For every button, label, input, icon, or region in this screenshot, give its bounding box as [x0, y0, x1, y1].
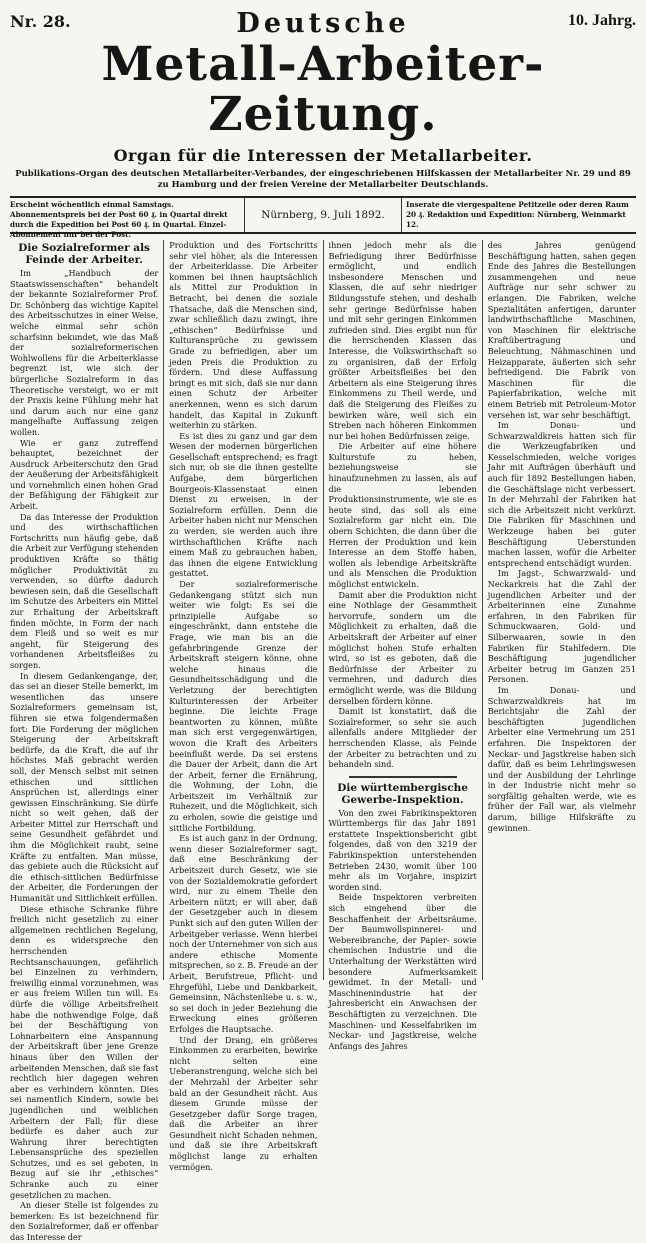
volume-number: 10. Jahrg.: [568, 12, 636, 29]
column-2: [164, 240, 323, 1172]
article-paragraph: Und der Drang, ein größeres Einkommen zu erarbeiten, bewirke nicht selten eine Ueberanstrengung, welche sich bei der Mehrzahl der Arbeiter sehr bald an der Gesundheit rächt. Aus diesem Grunde müsse der Gesetzgeber dafür Sorge tragen, daß die Arbeiter an ihrer Gesundheit nicht Schaden nehmen, und daß sie ihre Arbeitskraft möglichst lange zu erhalten vermögen.: [169, 1034, 318, 1172]
article-paragraph: In diesem Gedankengange, der, das sei an dieser Stelle bemerkt, im wesentlichen das unsere Sozialreformers gemeinsam ist, führen sie etwa folgendermaßen fort: Die Forderung der möglichen Steigerung der Arbeitskraft bedürfe, da die Kraft, die auf ihr höchstes Maß gebracht werden soll, der Mensch selbst mit seinen ethischen und sittlichen Ansprüchen ist, allerdings einer gewissen Einschränkung. Sie dürfe nicht so weit gehen, daß der Arbeiter Mittel zur Herrschaft und seine Gesundheit gefährdet und ihm die Möglichkeit raubt, seine Kräfte zu entfalten. Man müsse, das gebiete auch die Rücksicht auf die ethisch-sittlichen Bedürfnisse der Arbeiter, die Forderungen der Humanität und Sittlichkeit erfüllen.: [10, 670, 159, 904]
dateline: Nürnberg, 9. Juli 1892.: [245, 198, 402, 232]
article-paragraph: Es ist auch ganz in der Ordnung, wenn dieser Sozialreformer sagt, daß eine Beschränkung der Arbeitszeit durch Gesetz, wie sie von der Sozialdemokratie gefordert wird, nur zu einem Theile den Arbeitern nützt; er will aber, daß der Gesetzgeber auch in diesem Punkt sich auf den guten Willen der Arbeitgeber verlasse. Wenn hierbei noch der Unternehmer von sich aus andere ethische Momente mitsprechen, so z. B. Freude an der Arbeit, Berufstreue, Pflicht- und Ehrgefühl, Liebe und Dankbarkeit, Gemeinsinn, Nächstenliebe u. s. w., so sei doch in jeder Beziehung die Erweckung eines größeren Erfolges die Hauptsache.: [169, 833, 318, 1034]
article-paragraph: Im Jagst-, Schwarzwald- und Neckarkreis hat die Zahl der jugendlichen Arbeiter und der Arbeiterinnen eine Zunahme erfahren, in den Fabriken für Schmuckwaaren, Gold- und Silberwaaren, sowie in den Fabriken für Stahlfedern. Die Beschäftigung jugendlicher Arbeiter betrug im Ganzen 251 Personen.: [487, 568, 636, 685]
article-paragraph: ihnen jedoch mehr als die Befriedigung ihrer Bedürfnisse ermöglicht, und endlich insbesondere Menschen und Klassen, die auf sehr niedriger Bildungsstufe stehen, und deshalb sehr geringe Bedürfnisse haben und mit sehr geringen Einkommen zufrieden sind. Dies ergibt nun für die herrschenden Klassen das Interesse, die Volkswirthschaft so zu organisiren, daß der Erfolg größter Arbeitsfleißes bei den Arbeitern als eine Steigerung ihres Einkommens zu Theil werde, und daß die Steigerung des Fleißes zu bewirken wäre, weil sich ein Streben nach höheren Einkommen nur bei hohen Bedürfnissen zeige.: [328, 240, 477, 441]
article-paragraph: des Jahres genügend Beschäftigung hatten, sahen gegen Ende des Jahres die Bestellungen zusammengehen und neue Aufträge nur sehr schwer zu erlangen. Die Fabriken, welche Spezialitäten anfertigen, darunter landwirthschaftliche Maschinen, von Maschinen für elektrische Kraftübertragung und Beleuchtung, Nähmaschinen und Heizapparate, äußerten sich sehr befriedigend. Die Fabrik von Maschinen für die Papierfabrikation, welche mit einem Betrieb mit Petroleum-Motor versehen ist, war sehr beschäftigt.: [487, 240, 636, 420]
article-paragraph: Produktion und des Fortschritts sehr viel höher, als die Interessen der Arbeiterklasse. Die Arbeiter kommen bei ihnen hauptsächlich als Mittel zur Produktion in Betracht, bei denen die soziale Thatsache, daß die Menschen sind, zwar schließlich dazu zwingt, ihre „ethischen“ Bedürfnisse und Kulturansprüche zu gewissem Grade zu befriedigen, aber um jeden Preis die Produktion zu fördern. Und diese Auffassung bringt es mit sich, daß sie nur dann einen Schutz der Arbeiter anerkennen, wenn es sich darum handelt, das Kapital in Zukunft weiterhin zu stärken.: [169, 240, 318, 431]
article-paragraph: Im „Handbuch der Staatswissenschaften“ behandelt der bekannte Sozialreformer Prof. Dr. Schönberg das wichtige Kapitel des Arbeitsschutzes in einer Weise, welche einmal sehr schön scharfsinn bekundet, wie das Maß der sozialreformerischen Wohlwollens für die Arbeiterklasse begrenzt ist, wie sich der bürgerliche Sozialreform in das Theoretische versteigt, wo er mit der Praxis keine Fühlung mehr hat und darum auch nur eine ganz mangelhafte Auffassung zeigen wollen.: [10, 268, 159, 437]
article-paragraph: Damit aber die Produktion nicht eine Nothlage der Gesammtheit hervorrufe, sondern um die Möglichkeit zu erhalten, daß die Arbeitskraft der Arbeiter auf einer möglichst hohen Stufe erhalten wird, so ist es geboten, daß die Bedürfnisse der Arbeiter zu vermehren, und dadurch dies ermöglicht werde, was die Bildung derselben fördern könne.: [328, 589, 477, 706]
newspaper-page: [10, 8, 636, 1243]
article-paragraph: Im Donau- und Schwarzwaldkreis hat im Berichtsjahr die Zahl der beschäftigten jugendlichen Arbeiter eine Vermehrung um 251 erfahren. Die Inspektoren der Neckar- und Jagstkreise haben sich dafür, daß es beim Lehrlingswesen und der Ausbildung der Lehrlinge in der Industrie nicht mehr so sorgfältig gehalten werde, wie es früher der Fall war, als vielmehr darum, billige Hilfskräfte zu gewinnen.: [487, 684, 636, 833]
masthead-title: Metall-Arbeiter-Zeitung.: [101, 37, 545, 142]
issue-number: Nr. 28.: [10, 12, 71, 31]
masthead-subtitle: Organ für die Interessen der Metallarbeiter.: [113, 146, 533, 165]
publication-note: Publikations-Organ des deutschen Metallarbeiter-Verbandes, der eingeschriebenen Hilfskassen der Metallarbeiter Nr. 29 und 89 zu Hamburg und der freien Vereine der Metallarbeiter Deutschlands.: [15, 169, 631, 190]
article-headline: Die württembergische Gewerbe-Inspektion.: [337, 781, 468, 806]
column-1: [10, 240, 164, 1243]
masthead-kicker: Deutsche: [236, 8, 410, 39]
article-paragraph: Im Donau- und Schwarzwaldkreis hatten sich für die Werkzeugfabriken und Kesselschmieden, welche voriges Jahr mit Aufträgen überhäuft und auch für 1892 Bestellungen haben, die Geschäftslage nicht verbessert. In der Mehrzahl der Fabriken hat sich die Arbeitszeit nicht verkürzt. Die Fabriken für Maschinen und Werkzeuge haben bei guter Beschäftigung Ueberstunden machen lassen, wofür die Arbeiter entsprechend entschädigt wurden.: [487, 420, 636, 568]
article-paragraph: Der sozialreformerische Gedankengang stützt sich nun weiter wie folgt: Es sei die prinzipielle Aufgabe so eingeschränkt, dann entstehe die Frage, wie man bis an die gefahrbringende Grenze der Arbeitskraft steigern könne, ohne welche hinaus die Gesundheitsschädigung und die Verletzung der berechtigten Kulturinteressen der Arbeiter beginne. Die leichte Frage beantworten zu können, müßte man sich erst vergegenwärtigen, wovon die Kraft des Arbeiters beeinflußt werde. Da sei erstens die Dauer der Arbeit, dann die Art der Arbeit, ferner die Ernährung, die Wohnung, der Lohn, die Arbeitszeit im Verhältniß zur Ruhezeit, und die Möglichkeit, sich zu erholen, sowie die geistige und sittliche Fortbildung.: [169, 579, 318, 833]
article-paragraph: Die Arbeiter auf eine höhere Kulturstufe zu heben, beziehungsweise sie hinaufzunehmen zu lassen, als auf die lebenden Produktionsinstrumente, wie sie es heute sind, das soll als eine Sozialreform gar nicht ein. Die obern Schichten, die dann über die Herren der Produktion und kein Interesse an dem Stoffe haben, wollen als lebendige Arbeitskräfte und als Menschen die Produktion möglichst entwickeln.: [328, 441, 477, 589]
article-paragraph: Da das Interesse der Produktion und des wirthschaftlichen Fortschritts nun häufig gebe, daß die Arbeit zur Verfügung stehenden produktiven Kräfte so thätig möglicher Produktivität zu verwenden, so dürfte dadurch bewiesen sein, daß die Gesellschaft im Schutze des Arbeiters ein Mittel zur Erhaltung der Arbeitskraft finden möchte, in Form der nach dem Fleiß und so weit es nur angeht, für Steigerung des vorhandenen Arbeitsfleißes zu sorgen.: [10, 511, 159, 670]
article-headline: Die Sozialreformer als Feinde der Arbeiter.: [18, 242, 150, 266]
subscription-info: Erscheint wöchentlich einmal Samstags. Abonnementspreis bei der Post 60 ₰. in Quartal direkt durch die Expedition bei Post 60 ₰. in Quartal. Einzel-Abonnement nur bei der Post.: [10, 198, 245, 232]
article-paragraph: Von den zwei Fabrikinspektoren Württembergs für das Jahr 1891 erstattete Inspektionsbericht gibt folgendes, daß von den 3219 der Fabrikinspektion unterstehenden Betrieben 2430, womit über 100 mehr als im Vorjahre, inspizirt worden sind.: [328, 807, 477, 892]
article-paragraph: Damit ist konstatirt, daß die Sozialreformer, so sehr sie auch allenfalls andere Mitglieder der herrschenden Klasse, als Feinde der Arbeiter zu betrachten und zu behandeln sind.: [328, 706, 477, 770]
advertising-info: Inserate die viergespaltene Petitzeile oder deren Raum 20 ₰. Redaktion und Expedition: Nürnberg, Weinmarkt 12.: [406, 200, 629, 229]
article-paragraph: Diese ethische Schranke führe freilich nicht gesetzlich zu einer allgemeinen rechtlichen Regelung, denn es widerspreche den herrschenden Rechtsanschauungen, gefährlich bei Einzelnen zu verhindern, freiwillig einmal vorzunehmen, was er aus freiem Willen tun will. Es dürfe die völlige Arbeitsfreiheit habe die nothwendige Folge, daß bei der Beschäftigung von Lohnarbeitern eine Anspannung der Arbeitskraft über jene Grenze hinaus über den Willen der arbeitenden Menschen, daß sie fast rechtlich hier dagegen wehren aber es verhindern könnten. Dies sei namentlich Kindern, sowie bei jugendlichen und weiblichen Arbeitern der Fall; für diese bedürfe es daher auch zur Wahrung ihrer berechtigten Lebensansprüche des speziellen Schutzes, und es sei geboten, in Bezug auf sie ihr „ethisches“ Schranke auch zu einer gesetzlichen zu machen.: [10, 903, 159, 1200]
article-paragraph: Beide Inspektoren verbreiten sich eingehend über die Beschaffenheit der Arbeitsräume. Der Baumwollspinnerei- und Webereibranche, der Papier- sowie chemischen Industrie und die Unterhaltung der Werkstätten wird besondere Aufmerksamkeit gewidmet. In der Metall- und Maschinenindustrie hat der Jahresbericht ein Anwachsen der Beschäftigten zu verzeichnen. Die Maschinen- und Kesselfabriken im Neckar- und Jagstkreise, welche Anfangs des Jahres: [328, 892, 477, 1051]
article-columns: [10, 240, 636, 1243]
article-paragraph: An dieser Stelle ist folgendes zu bemerken: Es ist bezeichnend für den Sozialreformer, daß er offenbar das Interesse der: [10, 1200, 159, 1243]
column-4: [483, 240, 636, 980]
column-3: [324, 240, 483, 1051]
section-divider: [349, 776, 457, 778]
info-strip: [10, 196, 636, 239]
article-paragraph: Wie er ganz zutreffend behauptet, bezeichnet der Ausdruck Arbeiterschutz den Grad der Aeußerung der Arbeitsfähigkeit und vornehmlich einen hohen Grad der Befähigung der Fähigkeit zur Arbeit.: [10, 437, 159, 512]
masthead-top-row: [10, 8, 636, 38]
article-paragraph: Es ist dies zu ganz und gar dem Wesen der modernen bürgerlichen Gesellschaft entsprechend; es fragt sich nur, ob sie die ihnen gestellte Aufgabe, dem bürgerlichen Bourgeois-Klassenstaat einen Dienst zu erweisen, in der Sozialreform erfüllen. Denn die Arbeiter haben nicht nur Menschen zu werden, sie werden auch ihre wirthschaftlichen Kräfte nach einem Maß zu gebrauchen haben, das ihnen die eigene Entwicklung gestattet.: [169, 430, 318, 579]
